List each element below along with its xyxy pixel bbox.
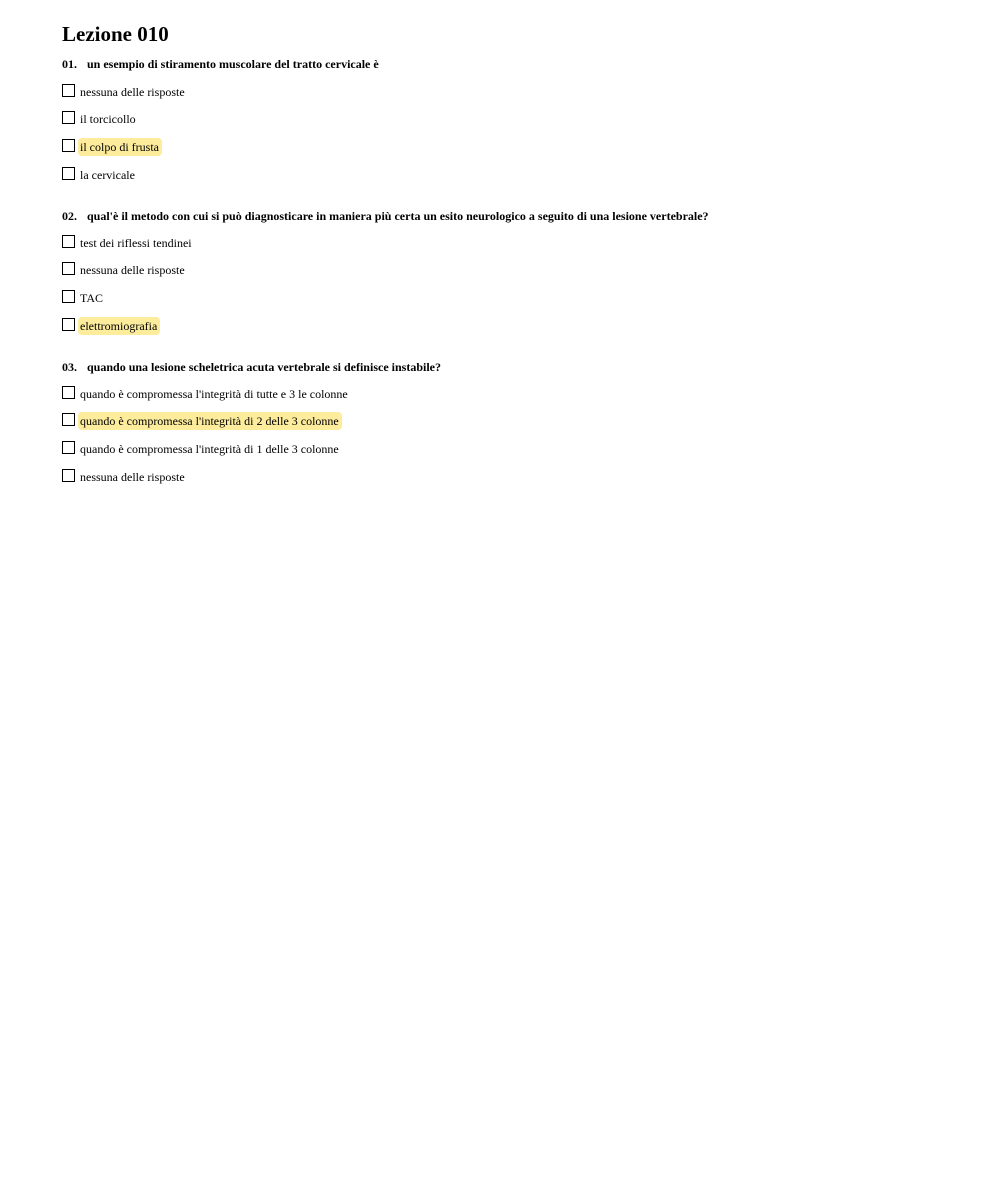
answer-label: nessuna delle risposte xyxy=(80,470,185,484)
question-text: qual'è il metodo con cui si può diagnosticare in maniera più certa un esito neurologico a seguito di una lesione vertebrale? xyxy=(87,209,709,223)
question-text: quando una lesione scheletrica acuta vertebrale si definisce instabile? xyxy=(87,360,441,374)
question-number: 03. xyxy=(62,360,77,374)
answer-label: test dei riflessi tendinei xyxy=(80,236,192,250)
answer-label: la cervicale xyxy=(80,168,135,182)
checkbox[interactable] xyxy=(62,441,75,454)
answer-label: quando è compromessa l'integrità di tutte e 3 le colonne xyxy=(80,387,348,401)
checkbox[interactable] xyxy=(62,469,75,482)
checkbox[interactable] xyxy=(62,84,75,97)
checkbox[interactable] xyxy=(62,262,75,275)
checkbox[interactable] xyxy=(62,413,75,426)
question-header xyxy=(62,359,441,375)
answer-label: il torcicollo xyxy=(80,112,136,126)
checkbox[interactable] xyxy=(62,111,75,124)
answer-label: elettromiografia xyxy=(78,317,160,335)
lesson-title: Lezione 010 xyxy=(62,22,169,46)
checkbox[interactable] xyxy=(62,318,75,331)
checkbox[interactable] xyxy=(62,290,75,303)
answer-label: nessuna delle risposte xyxy=(80,263,185,277)
question-text: un esempio di stiramento muscolare del tratto cervicale è xyxy=(87,57,379,71)
checkbox[interactable] xyxy=(62,235,75,248)
question-number: 02. xyxy=(62,209,77,223)
answer-label: quando è compromessa l'integrità di 1 delle 3 colonne xyxy=(80,442,339,456)
question-number: 01. xyxy=(62,57,77,71)
answer-label: nessuna delle risposte xyxy=(80,85,185,99)
question-header xyxy=(62,208,709,224)
answer-label: quando è compromessa l'integrità di 2 delle 3 colonne xyxy=(78,412,342,430)
question-header xyxy=(62,56,379,72)
checkbox[interactable] xyxy=(62,167,75,180)
answer-label: il colpo di frusta xyxy=(78,138,162,156)
checkbox[interactable] xyxy=(62,386,75,399)
answer-label: TAC xyxy=(80,291,104,305)
checkbox[interactable] xyxy=(62,139,75,152)
